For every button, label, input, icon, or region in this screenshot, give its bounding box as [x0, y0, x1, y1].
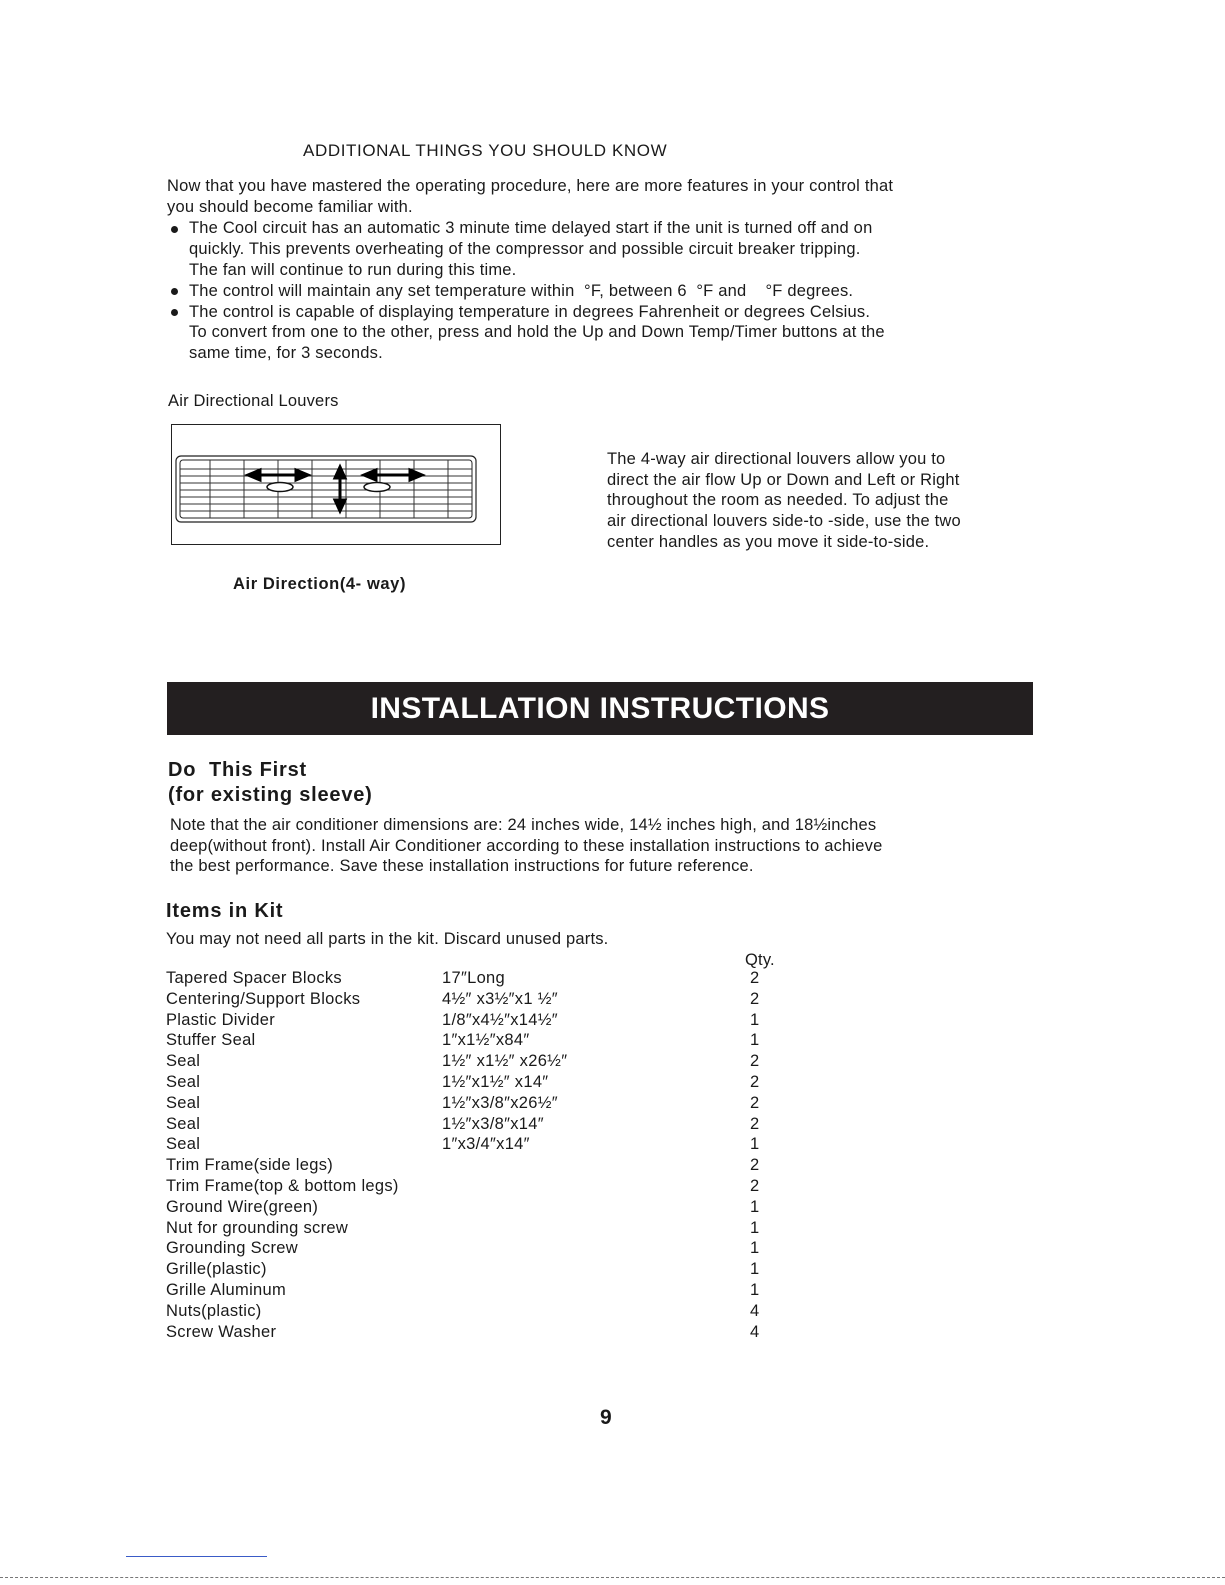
kit-item-name: Seal — [166, 1093, 201, 1112]
kit-item-name: Tapered Spacer Blocks — [166, 969, 342, 987]
kit-item-row — [166, 1177, 806, 1198]
kit-item-qty: 1 — [750, 1281, 760, 1299]
kit-item-row — [166, 1011, 806, 1032]
kit-item-qty: 1 — [750, 1010, 760, 1029]
louvers-desc-line-3: throughout the room as needed. To adjust the — [607, 491, 949, 509]
kit-item-qty: 1 — [750, 1218, 760, 1237]
dimensions-line-2: deep(without front). Install Air Conditioner according to these installation instructions to achieve — [170, 837, 883, 855]
kit-item-name: Grounding Screw — [166, 1239, 298, 1258]
kit-item-row — [166, 1052, 806, 1073]
kit-item-row — [166, 1260, 806, 1281]
kit-item-name: Seal — [166, 1052, 201, 1071]
kit-item-qty: 4 — [750, 1301, 760, 1320]
kit-item-qty: 4 — [750, 1322, 760, 1341]
kit-item-name: Nuts(plastic) — [166, 1301, 262, 1320]
louvers-caption: Air Direction(4- way) — [233, 575, 407, 593]
kit-item-dimensions: 1½″ x1½″ x26½″ — [442, 1052, 568, 1071]
kit-item-name: Grille Aluminum — [166, 1281, 287, 1299]
kit-item-name: Nut for grounding screw — [166, 1218, 349, 1237]
kit-item-dimensions: 1½″x1½″ x14″ — [442, 1073, 549, 1091]
kit-item-name: Centering/Support Blocks — [166, 989, 361, 1008]
kit-title: Items in Kit — [166, 900, 284, 922]
kit-item-dimensions: 4½″ x3½″x1 ½″ — [442, 989, 558, 1008]
kit-item-name: Seal — [166, 1114, 201, 1133]
bullet-1-line-1: The Cool circuit has an automatic 3 minute time delayed start if the unit is turned off and on — [189, 219, 873, 237]
bullet-3-line-3: same time, for 3 seconds. — [189, 344, 383, 362]
louvers-desc-line-2: direct the air flow Up or Down and Left or Right — [607, 471, 960, 489]
bullet-dot-2 — [171, 288, 178, 295]
kit-item-row — [166, 990, 806, 1011]
kit-item-dimensions: 1/8″x4½″x14½″ — [442, 1010, 558, 1029]
kit-item-name: Stuffer Seal — [166, 1031, 256, 1050]
kit-item-row — [166, 1302, 806, 1323]
kit-item-qty: 2 — [750, 1093, 760, 1112]
intro-line-1: Now that you have mastered the operating procedure, here are more features in your control that — [167, 177, 894, 195]
louvers-desc-line-5: center handles as you move it side-to-side. — [607, 533, 930, 551]
bullet-3-line-2: To convert from one to the other, press and hold the Up and Down Temp/Timer buttons at the — [189, 323, 885, 341]
kit-item-row — [166, 969, 806, 990]
bullet-dot-3 — [171, 309, 178, 316]
page-number: 9 — [600, 1406, 612, 1429]
kit-item-name: Trim Frame(top & bottom legs) — [166, 1177, 399, 1195]
kit-item-name: Ground Wire(green) — [166, 1197, 319, 1216]
louvers-desc-line-1: The 4-way air directional louvers allow you to — [607, 450, 946, 468]
kit-item-qty: 2 — [750, 1156, 760, 1175]
bullet-1-line-3: The fan will continue to run during this time. — [189, 261, 517, 279]
kit-item-qty: 2 — [750, 1073, 760, 1091]
bullet-dot-1 — [171, 226, 178, 233]
bullet-2-line-1: The control will maintain any set temperature within °F, between 6 °F and °F degrees. — [189, 282, 854, 300]
kit-item-name: Seal — [166, 1073, 201, 1091]
kit-item-name: Screw Washer — [166, 1322, 277, 1341]
footer-link-underline — [126, 1556, 267, 1557]
kit-item-row — [166, 1323, 806, 1344]
bullet-1-line-2: quickly. This prevents overheating of the compressor and possible circuit breaker tripping. — [189, 240, 861, 258]
kit-item-qty: 1 — [750, 1260, 760, 1279]
louver-illustration — [171, 424, 501, 545]
kit-item-name: Seal — [166, 1135, 201, 1154]
louvers-desc-line-4: air directional louvers side-to -side, use the two — [607, 512, 961, 530]
kit-item-row — [166, 1031, 806, 1052]
kit-item-dimensions: 1½″x3/8″x14″ — [442, 1114, 544, 1133]
kit-item-dimensions: 1½″x3/8″x26½″ — [442, 1093, 558, 1112]
kit-item-qty: 1 — [750, 1135, 760, 1154]
kit-item-qty: 2 — [750, 969, 760, 987]
kit-item-row — [166, 1198, 806, 1219]
kit-item-qty: 2 — [750, 1177, 760, 1195]
page-cut-line — [0, 1577, 1225, 1578]
kit-item-row — [166, 1281, 806, 1302]
kit-item-row — [166, 1135, 806, 1156]
bullet-3-line-1: The control is capable of displaying temperature in degrees Fahrenheit or degrees Celsius. — [189, 303, 871, 321]
section-heading: ADDITIONAL THINGS YOU SHOULD KNOW — [303, 141, 668, 160]
kit-item-dimensions: 1″x3/4″x14″ — [442, 1135, 530, 1154]
louvers-heading: Air Directional Louvers — [168, 392, 339, 410]
kit-item-row — [166, 1239, 806, 1260]
do-this-first-title: Do This First — [168, 759, 307, 781]
kit-note: You may not need all parts in the kit. Discard unused parts. — [166, 930, 609, 948]
kit-item-row — [166, 1094, 806, 1115]
kit-item-row — [166, 1073, 806, 1094]
kit-item-row — [166, 1219, 806, 1240]
kit-item-row — [166, 1156, 806, 1177]
installation-banner: INSTALLATION INSTRUCTIONS — [167, 682, 1033, 735]
kit-item-qty: 1 — [750, 1239, 760, 1258]
kit-item-name: Trim Frame(side legs) — [166, 1156, 334, 1175]
kit-item-qty: 2 — [750, 1052, 760, 1071]
kit-item-dimensions: 17″Long — [442, 969, 506, 987]
kit-item-qty: 1 — [750, 1197, 760, 1216]
kit-item-dimensions: 1″x1½″x84″ — [442, 1031, 530, 1050]
kit-item-qty: 2 — [750, 1114, 760, 1133]
dimensions-line-1: Note that the air conditioner dimensions are: 24 inches wide, 14½ inches high, and 18½inches — [170, 816, 877, 834]
do-this-first-subtitle: (for existing sleeve) — [168, 784, 373, 806]
kit-item-name: Grille(plastic) — [166, 1260, 267, 1279]
kit-item-name: Plastic Divider — [166, 1010, 276, 1029]
dimensions-line-3: the best performance. Save these installation instructions for future reference. — [170, 857, 754, 875]
kit-item-qty: 2 — [750, 989, 760, 1008]
kit-item-row — [166, 1115, 806, 1136]
intro-line-2: you should become familiar with. — [167, 198, 413, 216]
louver-grille-drawing — [172, 425, 500, 544]
kit-item-qty: 1 — [750, 1031, 760, 1050]
qty-header: Qty. — [745, 951, 775, 969]
